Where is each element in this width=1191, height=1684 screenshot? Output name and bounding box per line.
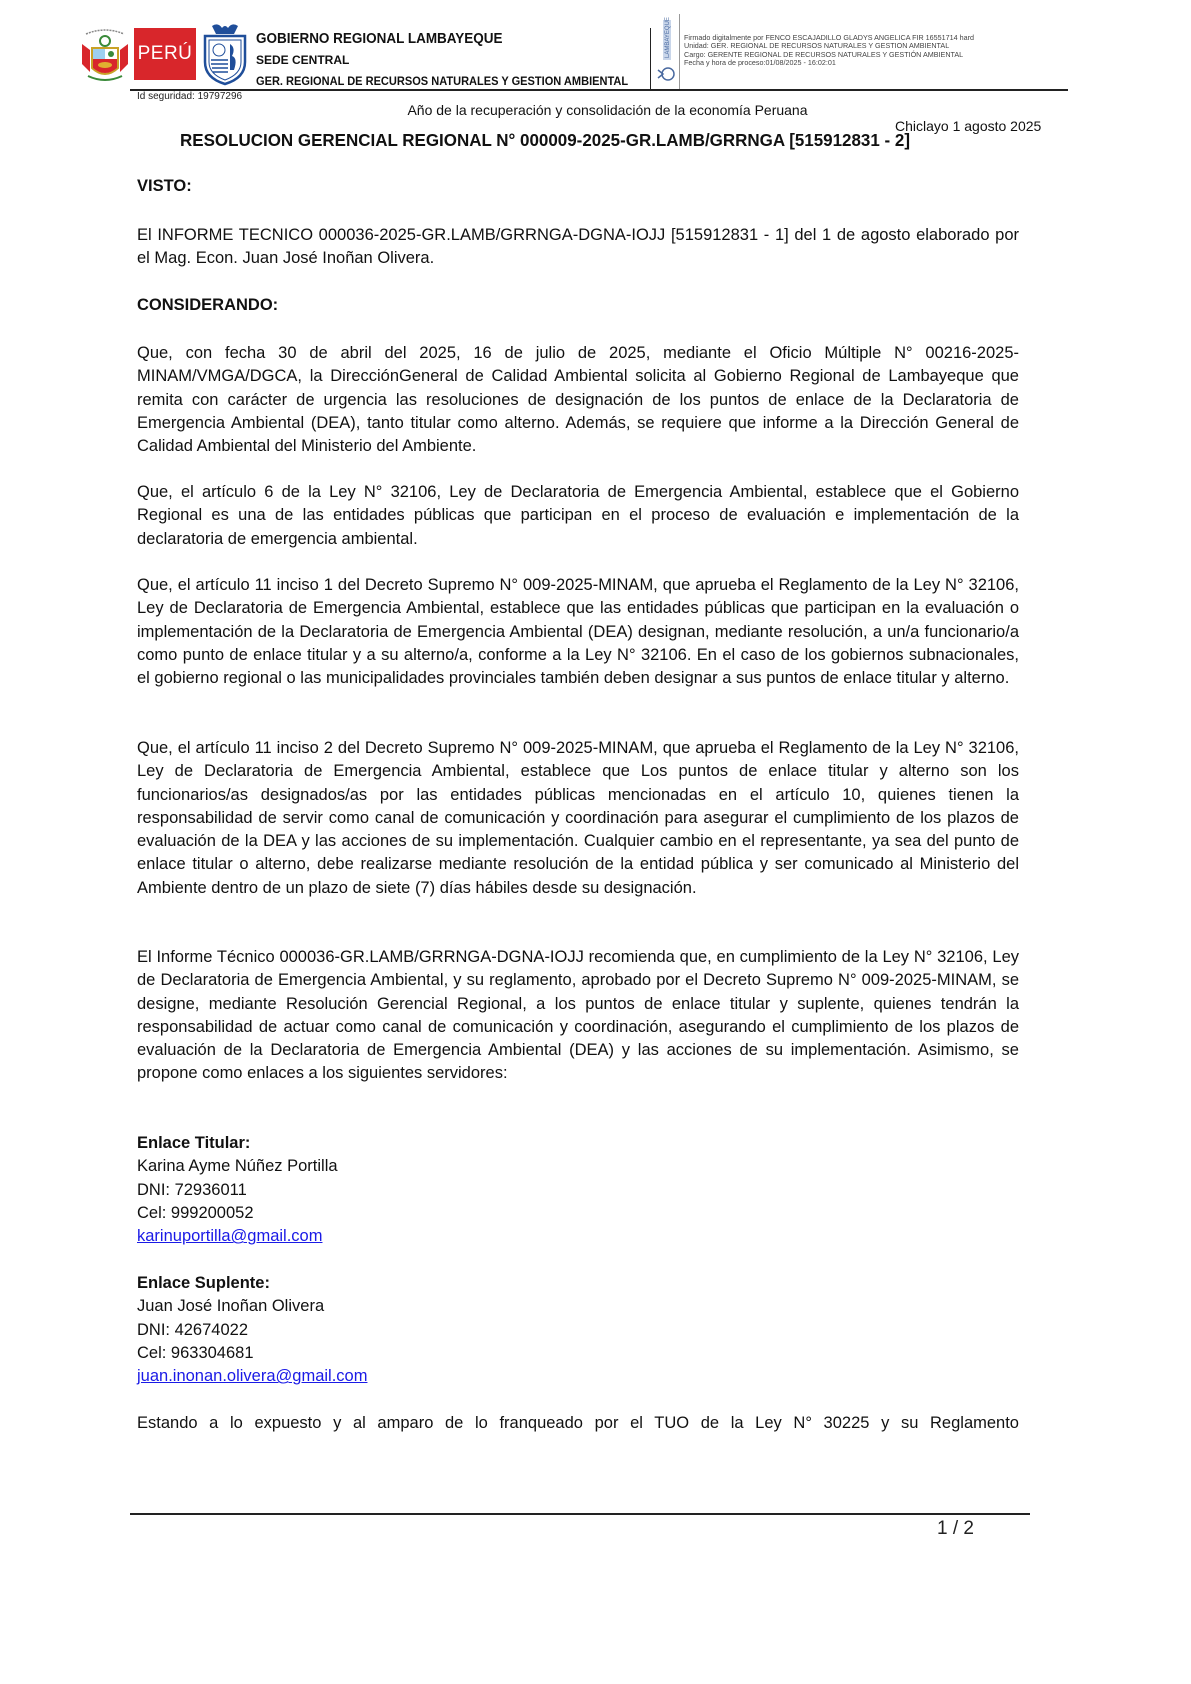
header-divider [679,14,680,89]
org-name: GOBIERNO REGIONAL LAMBAYEQUE [256,31,503,47]
enlace-suplente-name: Juan José Inoñan Olivera [137,1297,325,1316]
enlace-suplente-block [137,1272,367,1388]
signature-timestamp: Fecha y hora de proceso:01/08/2025 - 16:02:01 [684,57,836,67]
considerando-heading: CONSIDERANDO: [137,296,279,314]
signature-unit: Unidad: GER. REGIONAL DE RECURSOS NATURALES Y GESTION AMBIENTAL [684,41,950,51]
signature-role: Cargo: GERENTE REGIONAL DE RECURSOS NATURALES Y GESTIÓN AMBIENTAL [684,49,964,59]
enlace-titular-email-link[interactable]: karinuportilla@gmail.com [137,1227,323,1246]
sede-label: SEDE CENTRAL [256,53,350,67]
resolution-title: RESOLUCION GERENCIAL REGIONAL N° 000009-2025-GR.LAMB/GRRNGA [515912831 - 2] [180,130,911,150]
signature-signer: Firmado digitalmente por FENCO ESCAJADILLO GLADYS ANGELICA FIR 16551714 hard [684,33,975,42]
considerando-paragraph: Que, el artículo 6 de la Ley N° 32106, Ley de Declaratoria de Emergencia Ambiental, establece que el Gobierno Regional es una de las entidades públicas que participan en el proceso de evaluación e implementación de la declaratoria de emergencia ambiental. [137,483,1019,548]
footer-rule [130,1513,1030,1515]
peru-brand-logo [134,28,196,80]
visto-heading: VISTO: [137,177,192,195]
security-id: Id seguridad: 19797296 [137,91,243,102]
gerencia-label: GER. REGIONAL DE RECURSOS NATURALES Y GESTION AMBIENTAL [256,74,629,88]
enlace-titular-name: Karina Ayme Núñez Portilla [137,1157,338,1176]
considerando-paragraph: Que, con fecha 30 de abril del 2025, 16 de julio de 2025, mediante el Oficio Múltiple N° 00216-2025-MINAM/VMGA/DGCA, la DirecciónGeneral de Calidad Ambiental solicita al Gobierno Regional de Lambayeque que remita con carácter de urgencia las resoluciones de designación de los puntos de enlace de la Declaratoria de Emergencia Ambiental (DEA), tanto titular como alterno. Además, se requiere que informe a la Dirección General de Calidad Ambiental del Ministerio del Ambiente. [137,344,1019,456]
signature-stamp-logo [656,16,678,86]
considerando-paragraph: Que, el artículo 11 inciso 2 del Decreto Supremo N° 009-2025-MINAM, que aprueba el Reglamento de la Ley N° 32106, Ley de Declaratoria de Emergencia Ambiental, establece que Los puntos de enlace titular y alterno son los funcionarios/as designados/as por las entidades públicas mencionadas en el artículo 10, quienes tienen la responsabilidad de servir como canal de comunicación y coordinación para asegurar el cumplimiento de los plazos de evaluación de la DEA y las acciones de su implementación. Cualquier cambio en el representante, ya sea del punto de enlace titular o alterno, debe realizarse mediante resolución de la entidad pública y ser comunicado al Ministerio del Ambiente dentro de un plazo de siete (7) días hábiles desde su designación. [137,739,1019,897]
enlace-suplente-label: Enlace Suplente: [137,1274,270,1292]
closing-paragraph: Estando a lo expuesto y al amparo de lo franqueado por el TUO de la Ley N° 30225 y su Reglamento [137,1414,1019,1432]
peru-coat-of-arms-logo [78,24,132,84]
enlace-suplente-dni: DNI: 42674022 [137,1320,248,1339]
header-rule [130,89,1068,91]
enlace-titular-dni: DNI: 72936011 [137,1180,247,1199]
year-motto: Año de la recuperación y consolidación de la economía Peruana [407,102,808,118]
page-number: 1 / 2 [937,1518,974,1539]
considerando-paragraph: El Informe Técnico 000036-GR.LAMB/GRRNGA-DGNA-IOJJ recomienda que, en cumplimiento de la Ley N° 32106, Ley de Declaratoria de Emergencia Ambiental, y su reglamento, aprobado por el Decreto Supremo N° 009-2025-MINAM, se designe, mediante Resolución Gerencial Regional, a los puntos de enlace titular y suplente, quienes tendrán la responsabilidad de actuar como canal de comunicación y coordinación, asegurando el cumplimiento de los plazos de evaluación de la Declaratoria de Emergencia Ambiental (DEA) y las acciones de su implementación. Asimismo, se propone como enlaces a los siguientes servidores: [137,948,1019,1083]
city-date: Chiclayo 1 agosto 2025 [895,118,1042,134]
enlace-titular-label: Enlace Titular: [137,1134,251,1152]
enlace-suplente-cel: Cel: 963304681 [137,1343,254,1362]
enlace-suplente-email-link[interactable]: juan.inonan.olivera@gmail.com [137,1367,368,1386]
peru-logo-text: PERÚ [137,43,193,64]
enlace-titular-block [137,1132,338,1248]
visto-text: El INFORME TECNICO 000036-2025-GR.LAMB/GRRNGA-DGNA-IOJJ [515912831 - 1] del 1 de agosto elaborado por el Mag. Econ. Juan José Inoñan Olivera. [137,226,1019,268]
digital-signature-block [684,34,974,67]
enlace-titular-cel: Cel: 999200052 [137,1203,254,1222]
regional-government-shield-logo [200,22,250,86]
svg-text:LAMBAYEQUE: LAMBAYEQUE [665,17,671,58]
header-divider [650,28,651,89]
considerando-paragraph: Que, el artículo 11 inciso 1 del Decreto Supremo N° 009-2025-MINAM, que aprueba el Reglamento de la Ley N° 32106, Ley de Declaratoria de Emergencia Ambiental, establece que las entidades públicas que participan en la evaluación o implementación de la Declaratoria de Emergencia Ambiental (DEA) designan, mediante resolución, a un/a funcionario/a como punto de enlace titular y a su alterno/a, conforme a la Ley N° 32106. En el caso de los gobiernos subnacionales, el gobierno regional o las municipalidades provinciales también deben designar a sus puntos de enlace titular y alterno. [137,576,1019,688]
